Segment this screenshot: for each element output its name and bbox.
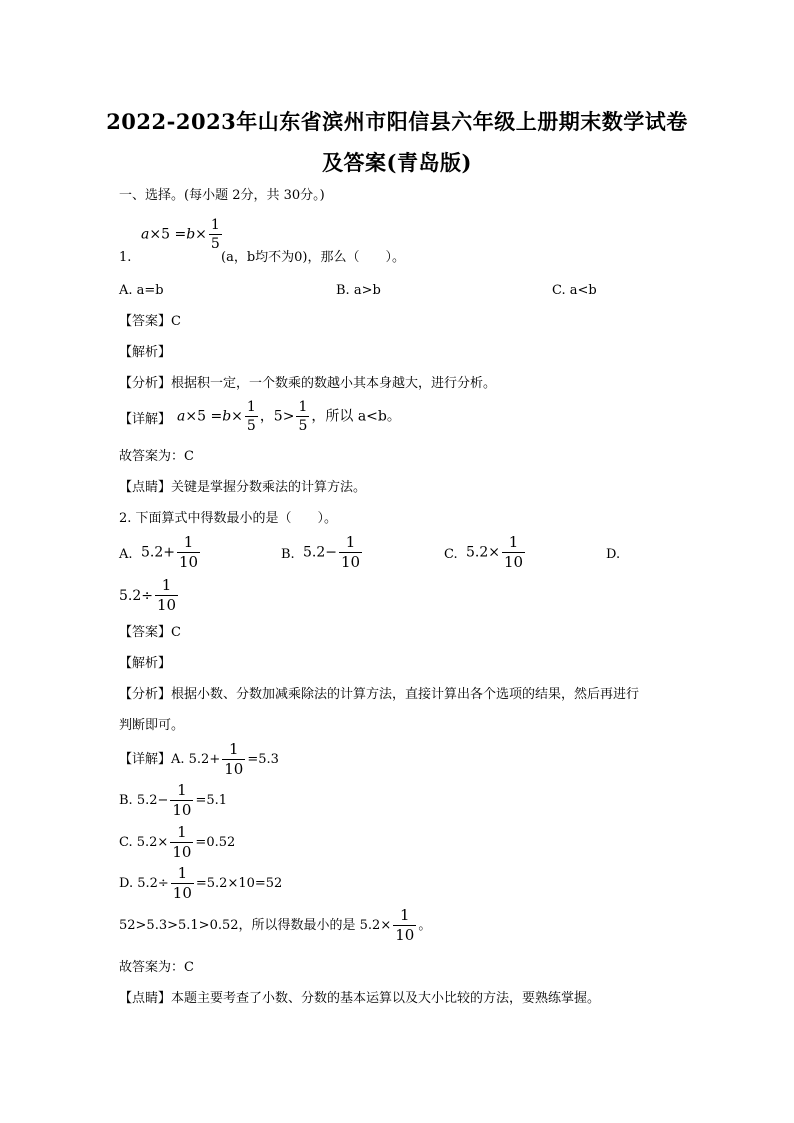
fraction-one-fifth: [209, 218, 222, 251]
fraction-one-tenth: [222, 742, 245, 777]
fraction-denominator: 10: [157, 596, 177, 614]
question-2-fenxi-line1: 【分析】根据小数、分数加减乘除法的计算方法，直接计算出各个选项的结果，然后再进行: [119, 687, 640, 702]
fraction-one-tenth: [171, 866, 194, 901]
fraction-denominator: 5: [298, 418, 308, 434]
question-1-option-b: B. a>b: [336, 283, 381, 298]
detail-formula: [177, 400, 401, 433]
option-c-expression: [466, 535, 527, 570]
detail-mid: ，5>: [259, 408, 295, 425]
fraction-denominator: 10: [395, 926, 415, 944]
option-b-label: B.: [281, 547, 295, 562]
fraction-numerator: 1: [229, 740, 239, 758]
document-title-line1: 2022-2023年山东省滨州市阳信县六年级上册期末数学试卷: [106, 109, 688, 134]
question-2-detail-d: [119, 866, 282, 906]
fraction-numerator: 1: [399, 906, 410, 924]
detail-b-prefix: B. 5.2−: [119, 793, 169, 808]
fraction-one-tenth: [170, 783, 193, 818]
question-2-detail-a: [119, 742, 279, 782]
detail-d-prefix: D. 5.2÷: [119, 876, 169, 891]
option-a-label: A.: [119, 547, 133, 562]
fraction-numerator: 1: [177, 823, 187, 841]
formula-var-b: b: [186, 226, 196, 243]
option-c-expr: 5.2×: [466, 544, 500, 561]
detail-c-result: =0.52: [195, 835, 236, 850]
option-d-label: D.: [606, 547, 621, 562]
question-2-answer: 【答案】C: [119, 625, 181, 640]
fraction-numerator: 1: [210, 217, 220, 233]
detail-a-result: =5.3: [247, 752, 279, 767]
detail-heading: 【详解】: [119, 412, 172, 427]
fraction-numerator: 1: [161, 576, 172, 594]
fraction-one-tenth: [502, 535, 525, 570]
fraction-one-tenth: [339, 535, 362, 570]
fraction-numerator: 1: [298, 399, 308, 415]
fraction-numerator: 1: [508, 533, 519, 551]
formula-times: ×: [195, 226, 207, 243]
option-c-label: C.: [444, 547, 458, 562]
question-1-tail: (a，b均不为0)，那么（ ）。: [221, 250, 405, 265]
question-1-dianjing: 【点睛】关键是掌握分数乘法的计算方法。: [119, 480, 367, 495]
detail-var-a: a: [177, 408, 186, 425]
question-2-fenxi-line2: 判断即可。: [119, 718, 185, 733]
formula-var-a: a: [141, 226, 150, 243]
fraction-denominator: 10: [504, 553, 524, 571]
comparison-prefix: 52>5.3>5.1>0.52，所以得数最小的是 5.2×: [119, 918, 392, 933]
fraction-denominator: 10: [179, 553, 199, 571]
fraction-numerator: 1: [177, 781, 187, 799]
fraction-one-tenth: [170, 825, 193, 860]
question-2-conclusion: 故答案为：C: [119, 960, 194, 975]
fraction-one-tenth: [177, 535, 200, 570]
question-2-detail-c: [119, 825, 235, 865]
question-2-option-d-expression: [119, 578, 180, 618]
question-1-option-a: A. a=b: [119, 283, 164, 298]
option-a-expr: 5.2+: [141, 544, 175, 561]
fraction-denominator: 5: [210, 236, 220, 252]
option-d-expr: 5.2÷: [119, 587, 153, 604]
detail-tail: ，所以 a<b。: [311, 408, 401, 425]
question-1-answer: 【答案】C: [119, 314, 181, 329]
fraction-denominator: 10: [172, 801, 192, 819]
fraction-denominator: 10: [224, 760, 244, 778]
detail-c-prefix: C. 5.2×: [119, 835, 169, 850]
detail-b-result: =5.1: [195, 793, 228, 808]
option-b-expression: [303, 535, 364, 570]
fraction-denominator: 5: [246, 418, 256, 434]
formula-eq: ×5 =: [149, 226, 187, 243]
question-1-formula: [141, 218, 224, 251]
question-1-option-c: C. a<b: [552, 283, 597, 298]
detail-a-prefix: 【详解】A. 5.2+: [119, 752, 221, 767]
question-1-analysis-heading: 【解析】: [119, 345, 172, 360]
question-2-analysis-heading: 【解析】: [119, 656, 172, 671]
fraction-one-fifth: [296, 400, 309, 433]
document-title-line2: 及答案(青岛版): [322, 150, 472, 175]
fraction-denominator: 10: [172, 884, 192, 902]
fraction-numerator: 1: [183, 533, 194, 551]
fraction-denominator: 10: [172, 843, 192, 861]
option-a-expression: [141, 535, 202, 570]
question-2-stem: 2. 下面算式中得数最小的是（ ）。: [119, 511, 338, 526]
fraction-numerator: 1: [345, 533, 356, 551]
fraction-one-tenth: [393, 908, 416, 943]
fraction-numerator: 1: [177, 864, 188, 882]
question-2-detail-b: [119, 783, 227, 823]
fraction-numerator: 1: [246, 399, 256, 415]
comparison-suffix: 。: [418, 918, 432, 933]
option-b-expr: 5.2−: [303, 544, 337, 561]
detail-var-b: b: [222, 408, 232, 425]
detail-times: ×: [231, 408, 243, 425]
option-d-expression: [119, 576, 180, 614]
detail-eq: ×5 =: [185, 408, 223, 425]
question-2-dianjing: 【点睛】本题主要考查了小数、分数的基本运算以及大小比较的方法，要熟练掌握。: [119, 991, 601, 1006]
detail-d-result: =5.2×10=52: [195, 876, 283, 891]
question-2-options-row: [119, 535, 679, 575]
question-2-comparison: [119, 908, 431, 948]
question-1-fenxi: 【分析】根据积一定，一个数乘的数越小其本身越大，进行分析。: [119, 376, 497, 391]
fraction-denominator: 10: [341, 553, 361, 571]
question-1-conclusion: 故答案为：C: [119, 449, 194, 464]
section-heading: 一、选择。(每小题 2分，共 30分。): [119, 188, 325, 203]
fraction-one-fifth: [245, 400, 258, 433]
fraction-one-tenth: [155, 578, 178, 613]
question-1-number: 1.: [119, 250, 132, 265]
